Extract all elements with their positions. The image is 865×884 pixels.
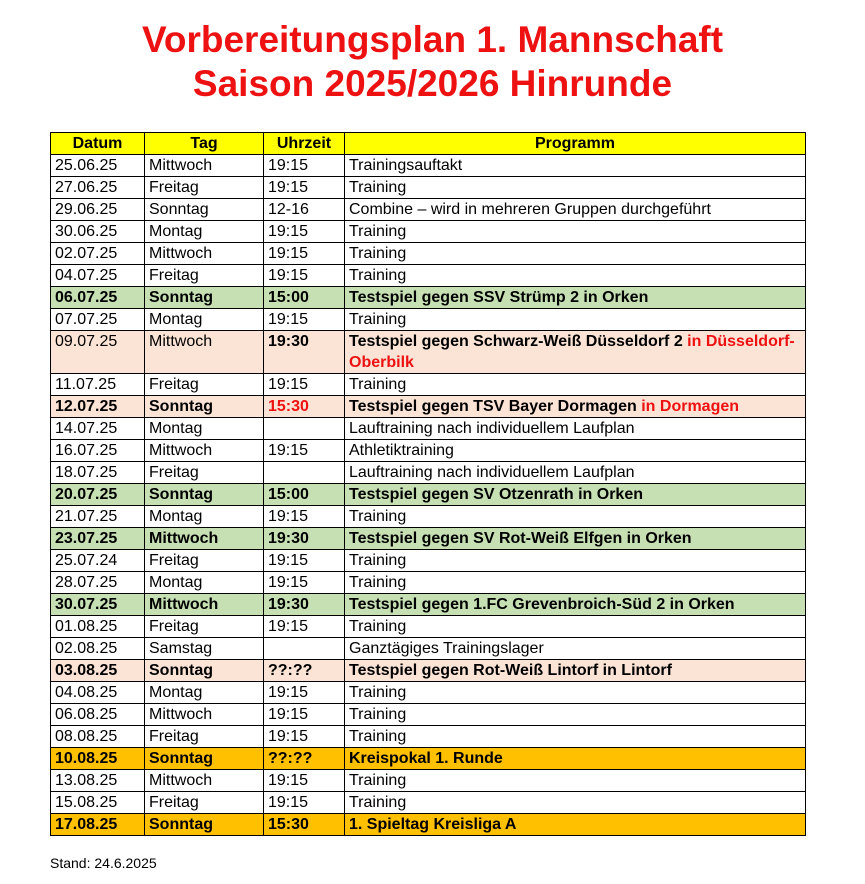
cell-uhrzeit: 19:15 xyxy=(264,682,345,704)
cell-datum: 25.07.24 xyxy=(51,550,145,572)
table-row xyxy=(51,572,806,594)
cell-datum: 30.06.25 xyxy=(51,221,145,243)
cell-tag: Sonntag xyxy=(145,396,264,418)
cell-datum: 17.08.25 xyxy=(51,814,145,836)
footer-stand: Stand: 24.6.2025 xyxy=(50,855,157,871)
table-row xyxy=(51,287,806,309)
cell-uhrzeit: 19:15 xyxy=(264,177,345,199)
table-row xyxy=(51,177,806,199)
cell-uhrzeit: 19:15 xyxy=(264,440,345,462)
cell-datum: 02.08.25 xyxy=(51,638,145,660)
table-row xyxy=(51,484,806,506)
page-title xyxy=(0,18,865,106)
cell-tag: Mittwoch xyxy=(145,704,264,726)
cell-datum: 25.06.25 xyxy=(51,155,145,177)
cell-programm: Combine – wird in mehreren Gruppen durchgeführt xyxy=(345,199,806,221)
table-row xyxy=(51,221,806,243)
table-row xyxy=(51,792,806,814)
cell-datum: 10.08.25 xyxy=(51,748,145,770)
cell-uhrzeit: 19:30 xyxy=(264,594,345,616)
cell-uhrzeit: 19:15 xyxy=(264,374,345,396)
schedule-table xyxy=(50,132,806,836)
cell-uhrzeit: ??:?? xyxy=(264,748,345,770)
cell-programm: Testspiel gegen Rot-Weiß Lintorf in Lintorf xyxy=(345,660,806,682)
cell-programm: Training xyxy=(345,221,806,243)
cell-uhrzeit: 19:15 xyxy=(264,243,345,265)
cell-programm: Training xyxy=(345,177,806,199)
table-header xyxy=(51,133,806,155)
table-row xyxy=(51,704,806,726)
cell-datum: 28.07.25 xyxy=(51,572,145,594)
cell-datum: 15.08.25 xyxy=(51,792,145,814)
cell-tag: Montag xyxy=(145,682,264,704)
cell-datum: 01.08.25 xyxy=(51,616,145,638)
cell-tag: Mittwoch xyxy=(145,440,264,462)
cell-programm: Ganztägiges Trainingslager xyxy=(345,638,806,660)
table-row xyxy=(51,550,806,572)
cell-programm: Lauftraining nach individuellem Laufplan xyxy=(345,418,806,440)
table-row xyxy=(51,616,806,638)
programm-location: in Dormagen xyxy=(641,398,740,415)
cell-programm: Training xyxy=(345,243,806,265)
cell-tag: Sonntag xyxy=(145,748,264,770)
cell-programm: Testspiel gegen SV Otzenrath in Orken xyxy=(345,484,806,506)
cell-uhrzeit: 19:15 xyxy=(264,792,345,814)
cell-datum: 29.06.25 xyxy=(51,199,145,221)
cell-programm: Testspiel gegen SSV Strümp 2 in Orken xyxy=(345,287,806,309)
cell-datum: 16.07.25 xyxy=(51,440,145,462)
cell-datum: 06.08.25 xyxy=(51,704,145,726)
column-header-datum: Datum xyxy=(51,133,145,155)
cell-programm xyxy=(345,331,806,374)
column-header-uhrzeit: Uhrzeit xyxy=(264,133,345,155)
cell-programm: 1. Spieltag Kreisliga A xyxy=(345,814,806,836)
cell-datum: 13.08.25 xyxy=(51,770,145,792)
table-row xyxy=(51,660,806,682)
cell-programm: Training xyxy=(345,770,806,792)
cell-tag: Freitag xyxy=(145,462,264,484)
cell-datum: 30.07.25 xyxy=(51,594,145,616)
table-row xyxy=(51,265,806,287)
cell-tag: Sonntag xyxy=(145,199,264,221)
cell-programm: Training xyxy=(345,309,806,331)
cell-tag: Montag xyxy=(145,418,264,440)
cell-datum: 08.08.25 xyxy=(51,726,145,748)
title-line-2: Saison 2025/2026 Hinrunde xyxy=(192,63,673,104)
table-row xyxy=(51,396,806,418)
cell-tag: Freitag xyxy=(145,792,264,814)
cell-programm: Testspiel gegen 1.FC Grevenbroich-Süd 2 in Orken xyxy=(345,594,806,616)
cell-uhrzeit: 19:15 xyxy=(264,265,345,287)
cell-uhrzeit: 15:30 xyxy=(264,814,345,836)
cell-uhrzeit: 19:15 xyxy=(264,221,345,243)
cell-tag: Freitag xyxy=(145,616,264,638)
cell-uhrzeit: 15:00 xyxy=(264,484,345,506)
table-row xyxy=(51,199,806,221)
cell-tag: Freitag xyxy=(145,265,264,287)
cell-uhrzeit: 19:30 xyxy=(264,528,345,550)
cell-tag: Freitag xyxy=(145,726,264,748)
table-row xyxy=(51,309,806,331)
cell-programm: Testspiel gegen SV Rot-Weiß Elfgen in Orken xyxy=(345,528,806,550)
cell-tag: Freitag xyxy=(145,550,264,572)
table-row xyxy=(51,440,806,462)
cell-datum: 27.06.25 xyxy=(51,177,145,199)
table-row xyxy=(51,726,806,748)
cell-tag: Sonntag xyxy=(145,287,264,309)
cell-uhrzeit: 19:15 xyxy=(264,550,345,572)
table-row xyxy=(51,638,806,660)
cell-uhrzeit: 19:15 xyxy=(264,155,345,177)
cell-uhrzeit: 19:15 xyxy=(264,704,345,726)
programm-text: Testspiel gegen TSV Bayer Dormagen xyxy=(349,398,642,415)
programm-location: in Düsseldorf-Oberbilk xyxy=(349,333,795,371)
cell-tag: Sonntag xyxy=(145,660,264,682)
cell-tag: Montag xyxy=(145,221,264,243)
cell-uhrzeit: 19:15 xyxy=(264,572,345,594)
table-row xyxy=(51,331,806,374)
cell-programm: Kreispokal 1. Runde xyxy=(345,748,806,770)
cell-tag: Montag xyxy=(145,572,264,594)
cell-tag: Freitag xyxy=(145,177,264,199)
cell-programm: Training xyxy=(345,616,806,638)
cell-datum: 23.07.25 xyxy=(51,528,145,550)
cell-tag: Mittwoch xyxy=(145,243,264,265)
table-row xyxy=(51,506,806,528)
cell-programm: Lauftraining nach individuellem Laufplan xyxy=(345,462,806,484)
programm-text: Testspiel gegen Schwarz-Weiß Düsseldorf 2 xyxy=(349,333,688,350)
cell-uhrzeit: 19:15 xyxy=(264,616,345,638)
table-row xyxy=(51,418,806,440)
table-row xyxy=(51,748,806,770)
table-row xyxy=(51,814,806,836)
cell-uhrzeit: 12-16 xyxy=(264,199,345,221)
cell-uhrzeit: ??:?? xyxy=(264,660,345,682)
cell-datum: 21.07.25 xyxy=(51,506,145,528)
cell-programm xyxy=(345,396,806,418)
cell-uhrzeit: 19:15 xyxy=(264,506,345,528)
table-row xyxy=(51,243,806,265)
cell-uhrzeit: 15:00 xyxy=(264,287,345,309)
cell-tag: Montag xyxy=(145,309,264,331)
cell-tag: Montag xyxy=(145,506,264,528)
column-header-tag: Tag xyxy=(145,133,264,155)
table-row xyxy=(51,374,806,396)
cell-programm: Training xyxy=(345,506,806,528)
cell-uhrzeit: 15:30 xyxy=(264,396,345,418)
cell-datum: 09.07.25 xyxy=(51,331,145,374)
cell-datum: 14.07.25 xyxy=(51,418,145,440)
table-row xyxy=(51,462,806,484)
cell-datum: 07.07.25 xyxy=(51,309,145,331)
cell-datum: 20.07.25 xyxy=(51,484,145,506)
cell-programm: Training xyxy=(345,792,806,814)
cell-datum: 04.08.25 xyxy=(51,682,145,704)
cell-datum: 02.07.25 xyxy=(51,243,145,265)
cell-tag: Sonntag xyxy=(145,814,264,836)
cell-uhrzeit: 19:15 xyxy=(264,726,345,748)
cell-tag: Sonntag xyxy=(145,484,264,506)
cell-datum: 18.07.25 xyxy=(51,462,145,484)
cell-datum: 06.07.25 xyxy=(51,287,145,309)
cell-programm: Training xyxy=(345,374,806,396)
cell-datum: 04.07.25 xyxy=(51,265,145,287)
cell-uhrzeit: 19:15 xyxy=(264,770,345,792)
cell-tag: Mittwoch xyxy=(145,594,264,616)
cell-programm: Training xyxy=(345,550,806,572)
cell-datum: 03.08.25 xyxy=(51,660,145,682)
cell-tag: Mittwoch xyxy=(145,528,264,550)
table-row xyxy=(51,682,806,704)
table-row xyxy=(51,594,806,616)
cell-programm: Trainingsauftakt xyxy=(345,155,806,177)
table-row xyxy=(51,155,806,177)
cell-programm: Athletiktraining xyxy=(345,440,806,462)
cell-uhrzeit xyxy=(264,462,345,484)
cell-tag: Freitag xyxy=(145,374,264,396)
cell-tag: Samstag xyxy=(145,638,264,660)
cell-tag: Mittwoch xyxy=(145,155,264,177)
cell-uhrzeit xyxy=(264,638,345,660)
cell-uhrzeit: 19:30 xyxy=(264,331,345,374)
cell-programm: Training xyxy=(345,704,806,726)
cell-programm: Training xyxy=(345,682,806,704)
cell-tag: Mittwoch xyxy=(145,331,264,374)
cell-programm: Training xyxy=(345,572,806,594)
title-line-1: Vorbereitungsplan 1. Mannschaft xyxy=(141,19,724,60)
cell-uhrzeit xyxy=(264,418,345,440)
column-header-programm: Programm xyxy=(345,133,806,155)
cell-datum: 11.07.25 xyxy=(51,374,145,396)
table-row xyxy=(51,528,806,550)
schedule-rows xyxy=(51,155,806,836)
cell-programm: Training xyxy=(345,265,806,287)
table-row xyxy=(51,770,806,792)
cell-datum: 12.07.25 xyxy=(51,396,145,418)
cell-uhrzeit: 19:15 xyxy=(264,309,345,331)
cell-programm: Training xyxy=(345,726,806,748)
cell-tag: Mittwoch xyxy=(145,770,264,792)
